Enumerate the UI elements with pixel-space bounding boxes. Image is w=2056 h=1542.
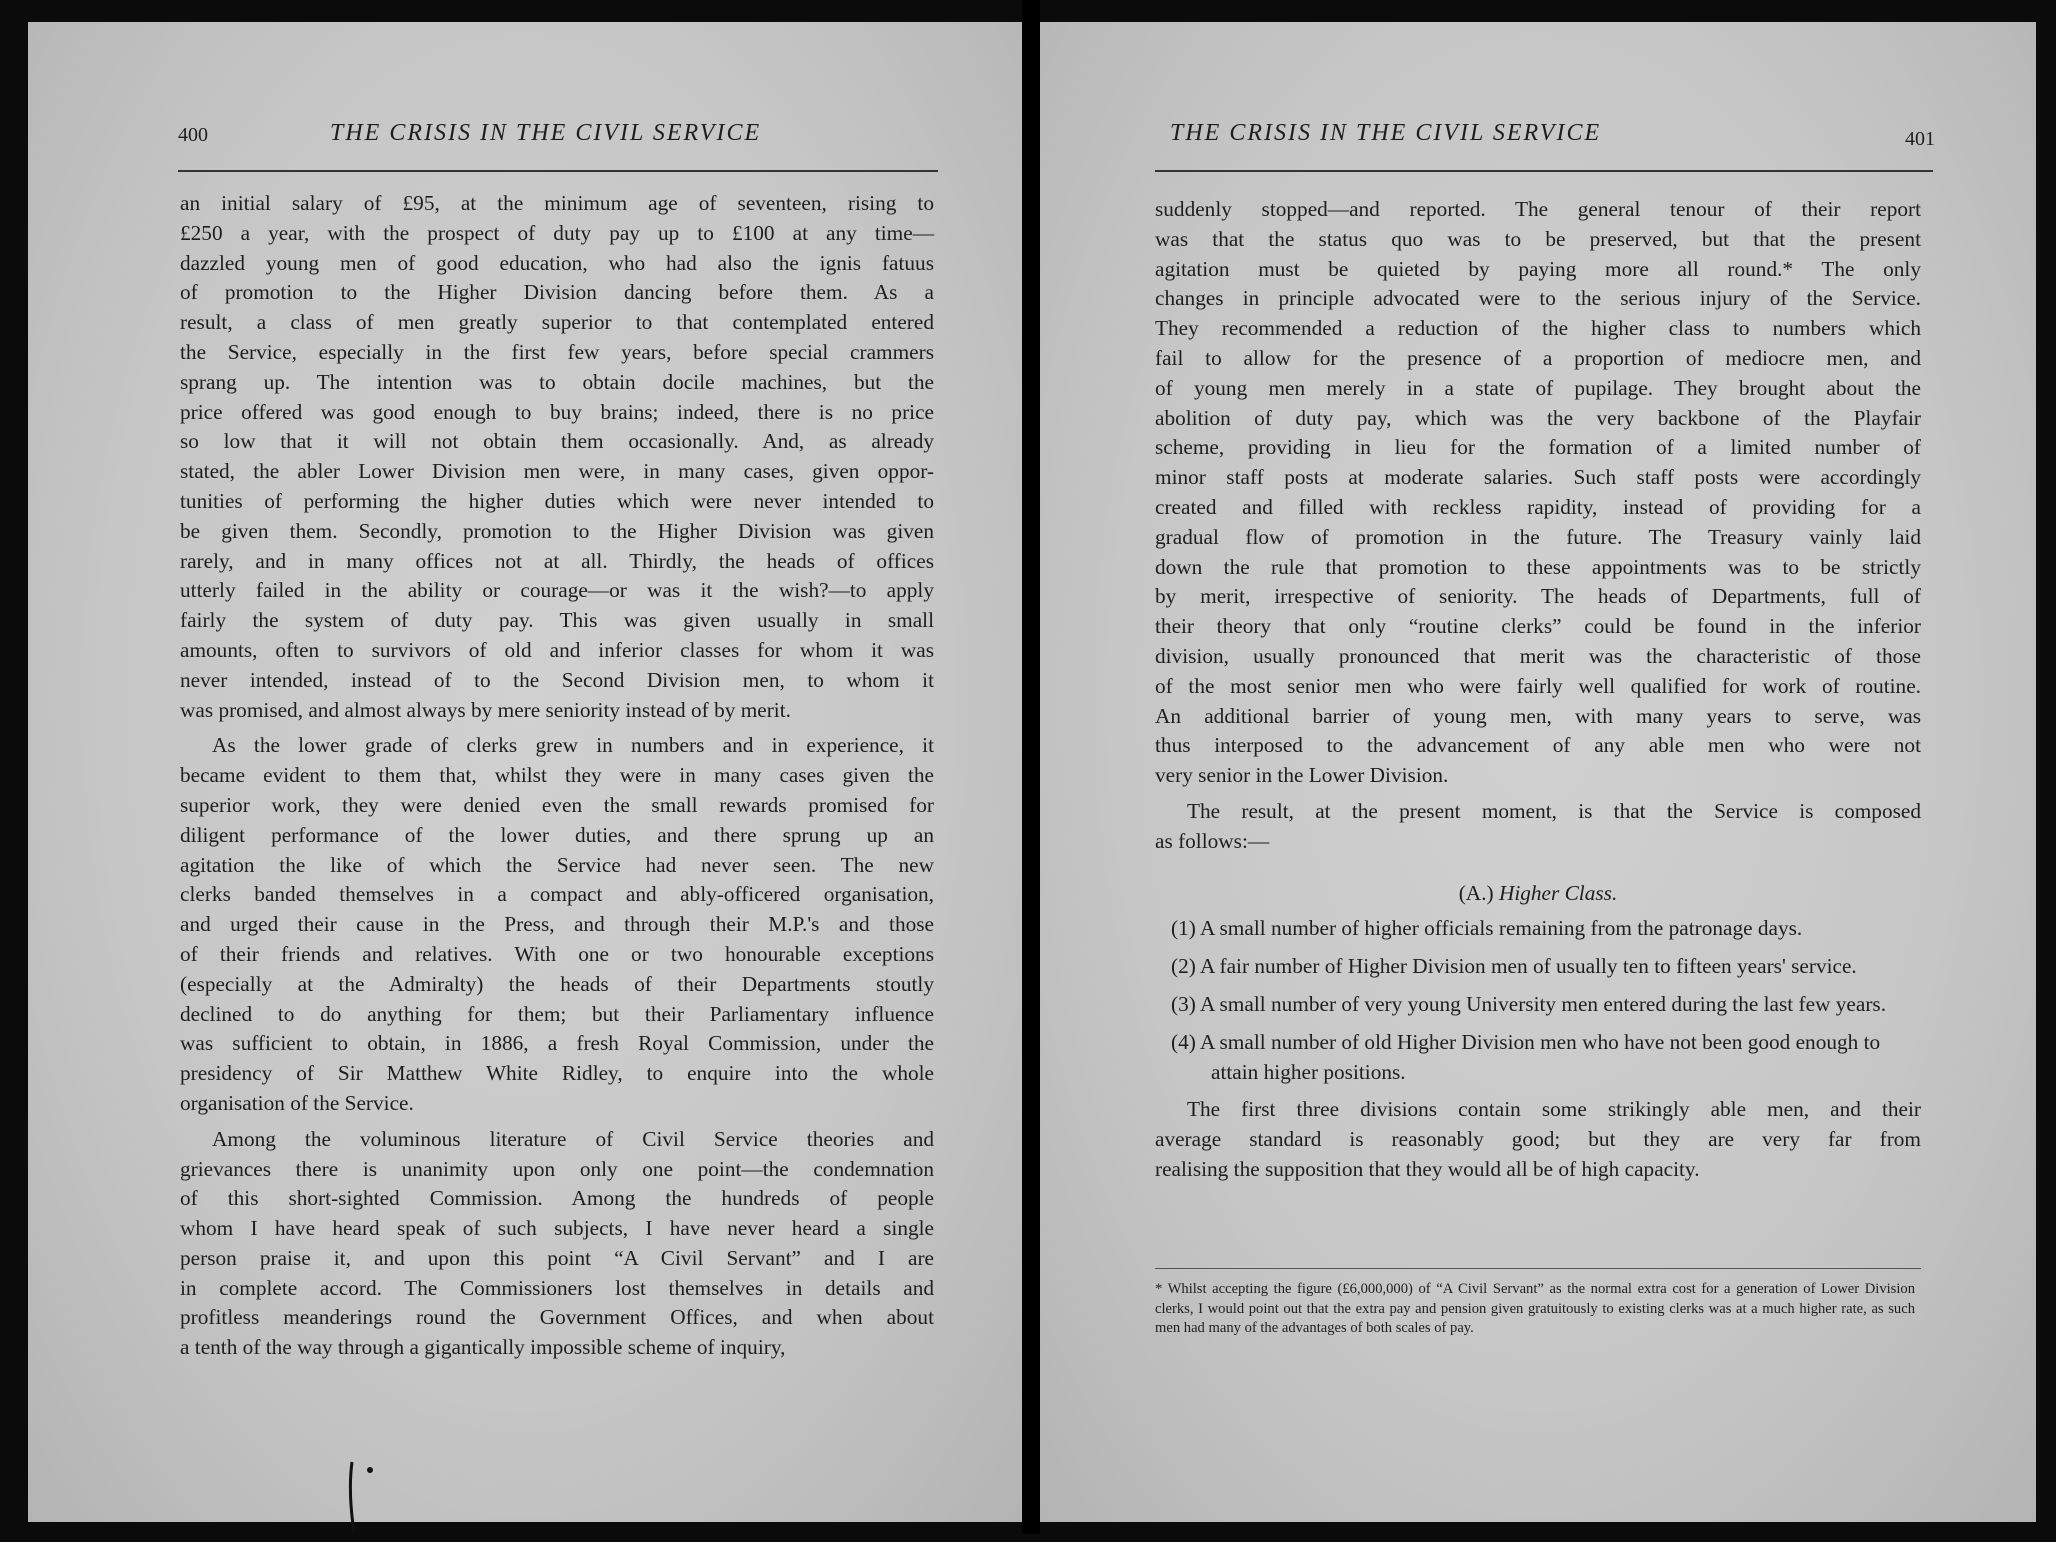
text-line: minor staff posts at moderate salaries. Such staff posts were accordingly [1155,465,1921,490]
text-line: abolition of duty pay, which was the very backbone of the Playfair [1155,405,1921,430]
text-line: profitless meanderings round the Government Offices, and when about [180,1305,934,1330]
text-line: organisation of the Service. [180,1090,414,1115]
text-line: diligent performance of the lower duties, and there sprung up an [180,822,934,847]
text-line: be given them. Secondly, promotion to the Higher Division was given [180,518,934,543]
left-page-header [178,114,938,170]
text-line: never intended, instead of to the Second Division men, to whom it [180,667,934,692]
text-line: dazzled young men of good education, who had also the ignis fatuus [180,250,934,275]
right-page-number: 401 [1905,128,1935,150]
text-line: of the most senior men who were fairly well qualified for work of routine. [1155,673,1921,698]
text-line: amounts, often to survivors of old and inferior classes for whom it was [180,637,934,662]
subheading [1155,879,1921,909]
text-line: very senior in the Lower Division. [1155,763,1449,788]
text-line: and urged their cause in the Press, and through their M.P.'s and those [180,912,934,937]
pencil-mark [340,1452,380,1542]
text-line: An additional barrier of young men, with many years to serve, was [1155,703,1921,728]
text-line: in complete accord. The Commissioners lost themselves in details and [180,1275,934,1300]
text-line: a tenth of the way through a gigantically impossible scheme of inquiry, [180,1335,786,1360]
subheading-title: Higher Class. [1498,880,1618,905]
text-line: was promised, and almost always by mere seniority instead of by merit. [180,697,791,722]
text-line: average standard is reasonably good; but they are very far from [1155,1127,1921,1152]
left-body-text [180,189,934,1363]
text-line: of their friends and relatives. With one or two honourable exceptions [180,941,934,966]
left-paragraph-2 [180,731,934,1118]
text-line: declined to do anything for them; but their Parliamentary influence [180,1001,934,1026]
right-paragraph-2 [1155,797,1921,857]
text-line: Among the voluminous literature of Civil Service theories and [212,1126,934,1151]
text-line: realising the supposition that they would all be of high capacity. [1155,1156,1700,1181]
right-page [1040,22,2036,1522]
text-line: £250 a year, with the prospect of duty pay up to £100 at any time— [180,220,934,245]
text-line: agitation the like of which the Service had never seen. The new [180,852,934,877]
left-page-number: 400 [178,124,208,146]
text-line: the Service, especially in the first few years, before special crammers [180,339,934,364]
left-page [28,22,1022,1522]
list-item: (4) A small number of old Higher Division men who have not been good enough to attain higher positions. [1171,1029,1881,1084]
list-item: (1) A small number of higher officials remaining from the patronage days. [1171,916,1803,941]
text-line: created and filled with reckless rapidity, instead of providing for a [1155,494,1921,519]
text-line: was that the status quo was to be preserved, but that the present [1155,226,1921,251]
text-line: scheme, providing in lieu for the formation of a limited number of [1155,435,1921,460]
text-line: so low that it will not obtain them occasionally. And, as already [180,429,934,454]
text-line: gradual flow of promotion in the future. The Treasury vainly laid [1155,524,1921,549]
text-line: division, usually pronounced that merit was the characteristic of those [1155,643,1921,668]
text-line: of this short-sighted Commission. Among the hundreds of people [180,1186,934,1211]
footnote-rule [1155,1268,1921,1269]
text-line: fail to allow for the presence of a proportion of mediocre men, and [1155,345,1921,370]
book-gutter [1022,0,1040,1534]
list-item: (2) A fair number of Higher Division men of usually ten to fifteen years' service. [1171,954,1857,979]
right-paragraph-3 [1155,1095,1921,1184]
text-line: agitation must be quieted by paying more all round.* The only [1155,256,1921,281]
footnote: * Whilst accepting the figure (£6,000,000) of “A Civil Servant” as the normal extra cost for a generation of Lower Division clerks, I would point out that the extra pay and pension given gratuitously to existing clerks was at a much higher rate, as such men had many of the advantages of both scales of pay. [1155,1281,1915,1336]
text-line: was sufficient to obtain, in 1886, a fresh Royal Commission, under the [180,1031,934,1056]
text-line: price offered was good enough to buy brains; indeed, there is no price [180,399,934,424]
left-running-title: THE CRISIS IN THE CIVIL SERVICE [330,120,762,146]
text-line: sprang up. The intention was to obtain docile machines, but the [180,369,934,394]
text-line: became evident to them that, whilst they were in many cases given the [180,763,934,788]
text-line: their theory that only “routine clerks” could be found in the inferior [1155,614,1921,639]
text-line: As the lower grade of clerks grew in numbers and in experience, it [212,733,934,758]
text-line: grievances there is unanimity upon only one point—the condemnation [180,1156,934,1181]
right-running-title: THE CRISIS IN THE CIVIL SERVICE [1170,120,1602,146]
text-line: tunities of performing the higher duties which were never intended to [180,488,934,513]
list-item: (3) A small number of very young University men entered during the last few years. [1171,991,1887,1016]
text-line: They recommended a reduction of the higher class to numbers which [1155,316,1921,341]
text-line: clerks banded themselves in a compact and ably-officered organisation, [180,882,934,907]
right-paragraph-1 [1155,195,1921,791]
text-line: person praise it, and upon this point “A Civil Servant” and I are [180,1245,934,1270]
text-line: whom I have heard speak of such subjects, I have never heard a single [180,1216,934,1241]
text-line: The result, at the present moment, is that the Service is composed [1187,798,1921,823]
text-line: utterly failed in the ability or courage—or was it the wish?—to apply [180,578,934,603]
text-line: down the rule that promotion to these appointments was to be strictly [1155,554,1921,579]
text-line: thus interposed to the advancement of any able men who were not [1155,733,1921,758]
left-header-rule [178,170,938,172]
subheading-prefix: (A.) [1458,880,1494,905]
text-line: presidency of Sir Matthew White Ridley, to enquire into the whole [180,1061,934,1086]
text-line: superior work, they were denied even the small rewards promised for [180,792,934,817]
text-line: stated, the abler Lower Division men were, in many cases, given oppor- [180,459,934,484]
text-line: by merit, irrespective of seniority. The heads of Departments, full of [1155,584,1921,609]
text-line: rarely, and in many offices not at all. Thirdly, the heads of offices [180,548,934,573]
text-line: changes in principle advocated were to the serious injury of the Service. [1155,286,1921,311]
text-line: of promotion to the Higher Division dancing before them. As a [180,280,934,305]
right-page-header [1155,114,1935,170]
right-header-rule [1155,170,1933,172]
text-line: fairly the system of duty pay. This was given usually in small [180,608,934,633]
text-line: result, a class of men greatly superior to that contemplated entered [180,310,934,335]
text-line: of young men merely in a state of pupilage. They brought about the [1155,375,1921,400]
text-line: The first three divisions contain some strikingly able men, and their [1187,1097,1921,1122]
text-line: (especially at the Admiralty) the heads of their Departments stoutly [180,971,934,996]
class-list [1155,914,1921,1087]
text-line: an initial salary of £95, at the minimum age of seventeen, rising to [180,191,934,215]
left-paragraph-1 [180,189,934,725]
text-line: suddenly stopped—and reported. The general tenour of their report [1155,197,1921,221]
right-body-text [1155,195,1921,1185]
left-paragraph-3 [180,1125,934,1363]
text-line: as follows:— [1155,828,1270,853]
